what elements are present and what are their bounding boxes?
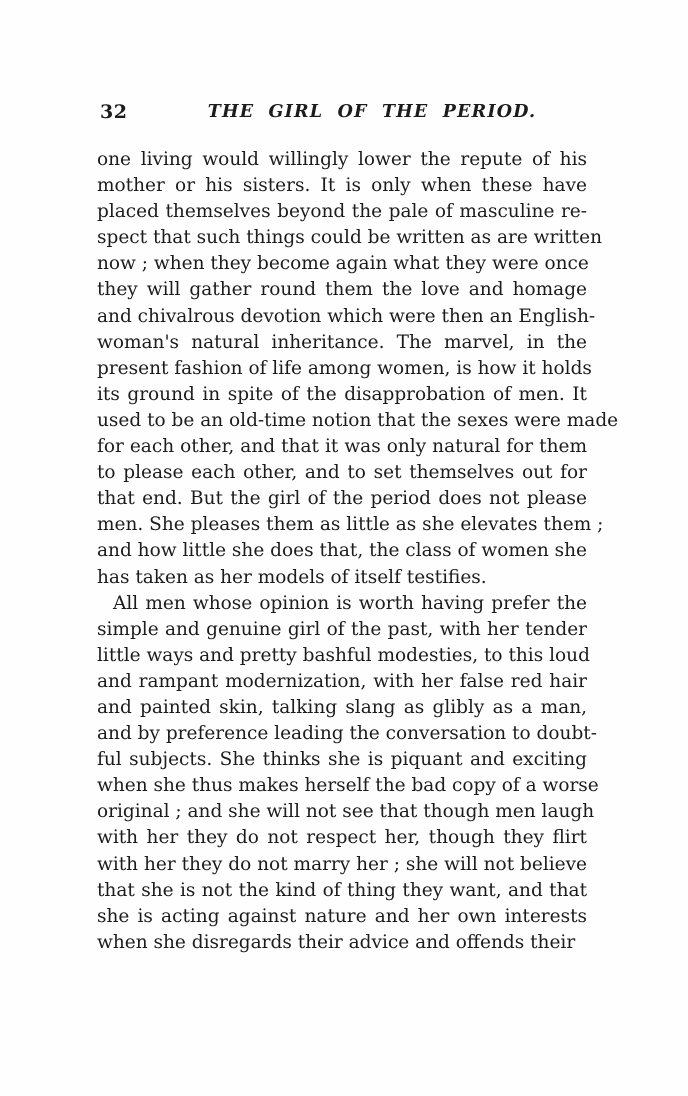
text-line: when she thus makes herself the bad copy of a worse <box>97 775 599 797</box>
paragraph <box>97 591 599 956</box>
text-line: for each other, and that it was only natural for them <box>97 436 587 458</box>
text-line: ful subjects. She thinks she is piquant and exciting <box>97 749 587 771</box>
paragraph <box>97 147 619 591</box>
text-line: woman's natural inheritance. The marvel, in the <box>97 331 587 353</box>
text-line: present fashion of life among women, is how it holds <box>97 357 592 379</box>
text-line: and painted skin, talking slang as glibly as a man, <box>97 696 587 718</box>
text-line: original ; and she will not see that though men laugh <box>97 801 595 823</box>
text-line: men. She pleases them as little as she elevates them ; <box>97 514 604 536</box>
text-line: with her they do not respect her, though they flirt <box>97 827 587 849</box>
text-line: placed themselves beyond the pale of masculine re- <box>97 201 587 223</box>
text-line: that she is not the kind of thing they want, and that <box>97 879 587 901</box>
text-line: and how little she does that, the class of women she <box>97 540 587 562</box>
text-line: used to be an old-time notion that the sexes were made <box>97 409 619 431</box>
text-line: now ; when they become again what they were once <box>97 253 589 275</box>
text-line: and rampant modernization, with her false red hair <box>97 670 587 692</box>
text-line: when she disregards their advice and offends their <box>97 931 576 953</box>
text-line: she is acting against nature and her own interests <box>97 905 587 927</box>
text-line: has taken as her models of itself testifies. <box>97 566 487 588</box>
text-line: that end. But the girl of the period does not please <box>97 488 587 510</box>
text-line: and by preference leading the conversation to doubt- <box>97 723 597 745</box>
page-header <box>97 101 587 127</box>
text-block <box>97 147 619 956</box>
text-line: spect that such things could be written as are written <box>97 227 602 249</box>
text-line: mother or his sisters. It is only when these have <box>97 175 587 197</box>
page-number: 32 <box>100 101 128 123</box>
text-line: simple and genuine girl of the past, with her tender <box>97 618 587 640</box>
text-line: its ground in spite of the disapprobation of men. It <box>97 383 587 405</box>
text-line: they will gather round them the love and homage <box>97 279 587 301</box>
running-title: THE GIRL OF THE PERIOD. <box>207 102 537 122</box>
text-line: to please each other, and to set themselves out for <box>97 462 587 484</box>
text-line: one living would willingly lower the repute of his <box>97 149 587 170</box>
text-line: little ways and pretty bashful modesties, to this loud <box>97 644 590 666</box>
text-line: with her they do not marry her ; she will not believe <box>97 853 587 875</box>
text-line: and chivalrous devotion which were then an English- <box>97 305 596 327</box>
text-line: All men whose opinion is worth having prefer the <box>113 592 587 614</box>
